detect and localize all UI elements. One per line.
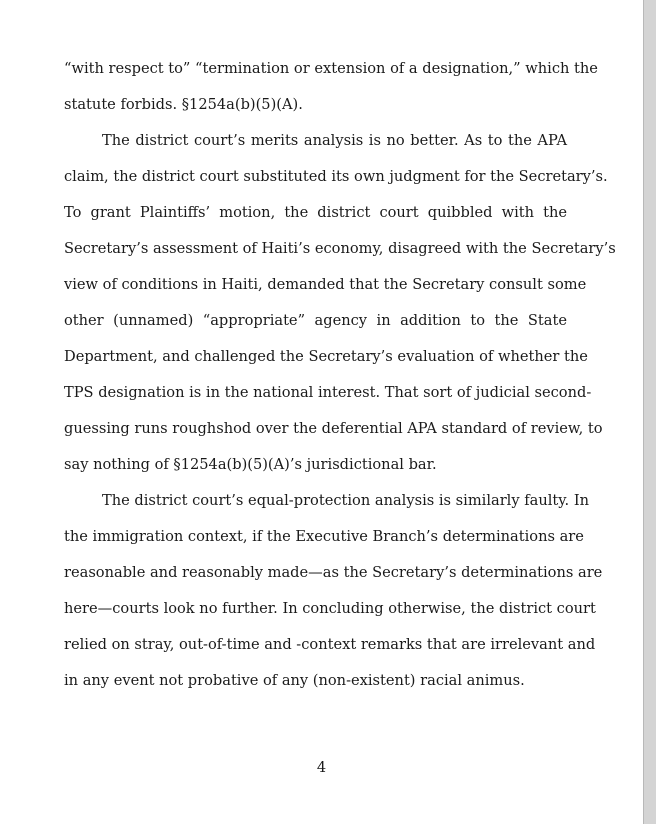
paragraph-first-line: The district court’s equal-protection analysis is similarly faulty. In [102,492,590,509]
text-line: To grant Plaintiffs’ motion, the district court quibbled with the [64,204,567,221]
text-line: Department, and challenged the Secretary’s evaluation of whether the [64,348,588,365]
text-line: the immigration context, if the Executive Branch’s determinations are [64,528,584,545]
text-line: reasonable and reasonably made—as the Secretary’s determinations are [64,564,603,581]
text-line: claim, the district court substituted its own judgment for the Secretary’s. [64,168,608,185]
text-line: guessing runs roughshod over the deferential APA standard of review, to [64,420,603,437]
text-line: here—courts look no further. In concluding otherwise, the district court [64,600,596,617]
text-line: say nothing of §1254a(b)(5)(A)’s jurisdictional bar. [64,456,437,473]
text-line: in any event not probative of any (non-existent) racial animus. [64,672,525,689]
page-edge-divider [643,0,644,824]
viewer-scroll-gutter[interactable] [643,0,656,824]
paragraph-first-line: The district court’s merits analysis is no better. As to the APA [102,132,567,149]
text-line: view of conditions in Haiti, demanded that the Secretary consult some [64,276,587,293]
text-line: Secretary’s assessment of Haiti’s economy, disagreed with the Secretary’s [64,240,616,257]
text-line: other (unnamed) “appropriate” agency in addition to the State [64,312,567,329]
text-line: “with respect to” “termination or extension of a designation,” which the [64,60,598,77]
page-number: 4 [316,759,327,776]
text-line: TPS designation is in the national interest. That sort of judicial second- [64,384,592,401]
text-line: statute forbids. §1254a(b)(5)(A). [64,96,303,113]
text-line: relied on stray, out-of-time and -context remarks that are irrelevant and [64,636,596,653]
